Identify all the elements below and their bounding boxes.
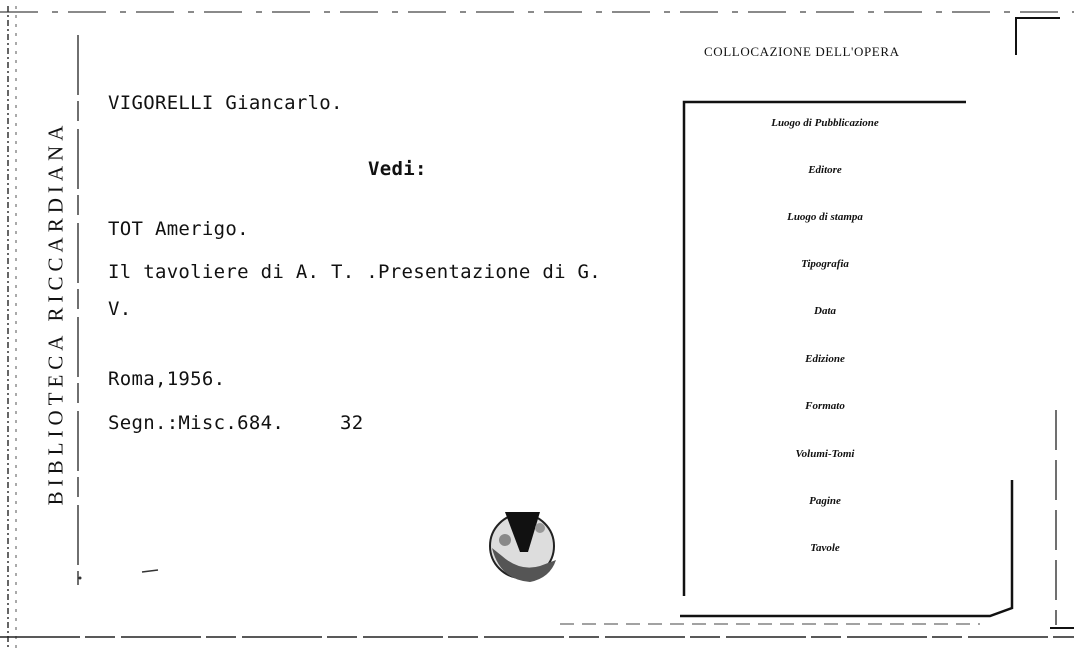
collocation-title: COLLOCAZIONE DELL'OPERA	[704, 44, 900, 59]
ref-author: TOT Amerigo.	[108, 218, 249, 240]
field-editore: Editore	[808, 164, 842, 176]
corner-bracket	[1016, 18, 1060, 55]
field-volumi-tomi: Volumi-Tomi	[795, 448, 855, 460]
title-line-2: V.	[108, 298, 132, 320]
field-data: Data	[814, 305, 836, 317]
dot-mark	[79, 577, 82, 580]
see-label: Vedi:	[368, 158, 427, 180]
field-tavole: Tavole	[810, 542, 840, 554]
title-line-1: Il tavoliere di A. T. .Presentazione di G.	[108, 261, 602, 283]
field-tipografia: Tipografia	[801, 258, 849, 270]
field-luogo-pubblicazione: Luogo di Pubblicazione	[771, 117, 879, 129]
item-number: 32	[340, 412, 364, 434]
library-label: BIBLIOTECA RICCARDIANA	[43, 120, 68, 506]
field-luogo-stampa: Luogo di stampa	[787, 211, 863, 223]
author-heading: VIGORELLI Giancarlo.	[108, 92, 343, 114]
field-edizione: Edizione	[805, 353, 845, 365]
mark	[142, 570, 158, 572]
shelf-signature: Segn.:Misc.684.	[108, 412, 285, 434]
field-pagine: Pagine	[809, 495, 841, 507]
collocation-box	[684, 102, 966, 596]
imprint: Roma,1956.	[108, 368, 226, 390]
library-stamp-icon	[490, 512, 556, 582]
field-formato: Formato	[805, 400, 845, 412]
